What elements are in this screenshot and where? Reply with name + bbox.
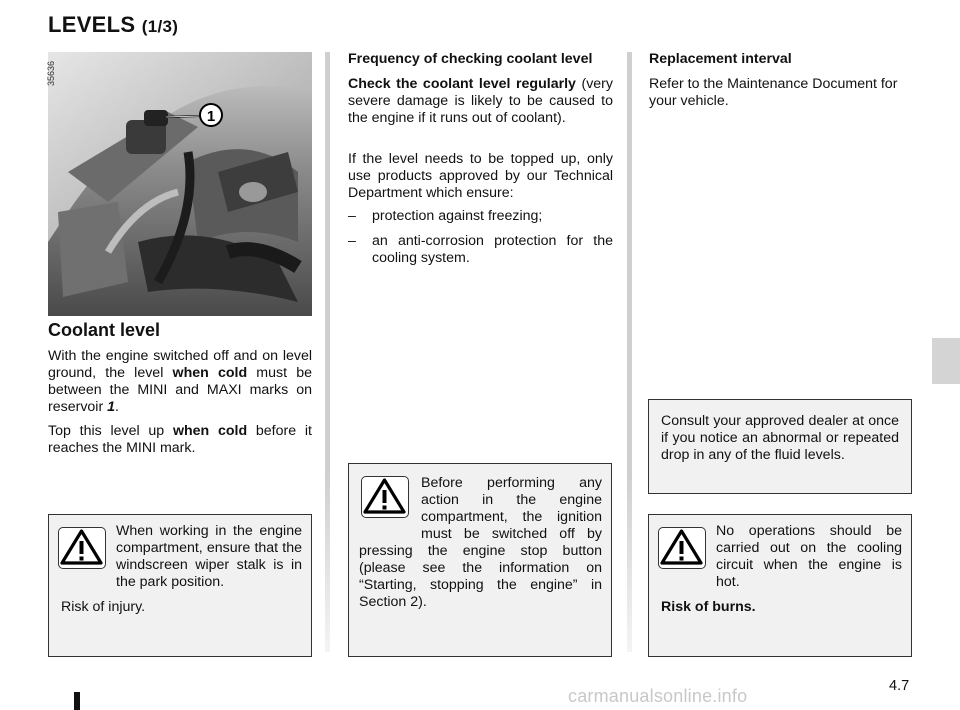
page-number: 4.7 — [889, 678, 910, 694]
heading-replacement-interval: Replacement interval — [649, 51, 792, 67]
coolant-paragraph-1: With the engine switched off and on level ground, the level when cold must be between the MINI and MAXI marks on reservoir 1. — [48, 348, 312, 415]
heading-checking-frequency: Frequency of checking coolant level — [348, 51, 593, 67]
list-item: – protection against freezing; — [348, 208, 613, 225]
frequency-paragraph-1: Check the coolant level regularly (very severe damage is likely to be caused to the engine if it runs out of coolant). — [348, 76, 613, 126]
frequency-paragraph-2: If the level needs to be topped up, only use products approved by our Technical Department which ensure: — [348, 151, 613, 201]
ignition-warning-text: Before performing any action in the engine compartment, the ignition must be switched off by pressing the engine stop button (please see the information on “Starting, stopping the engine” in Section 2). — [359, 475, 602, 610]
callout-1: 1 — [206, 108, 216, 125]
section-heading-coolant-level: Coolant level — [48, 320, 161, 340]
burns-warning-text: No operations should be carried out on the cooling circuit when the engine is hot. — [716, 523, 902, 590]
risk-of-injury-text: Risk of injury. — [61, 599, 146, 615]
corner-mark — [74, 692, 80, 710]
watermark: carmanualsonline.info — [568, 686, 748, 706]
dealer-note-text: Consult your approved dealer at once if you notice an abnormal or repeated drop in any of the fluid levels. — [661, 413, 899, 463]
replacement-text: Refer to the Maintenance Document for your vehicle. — [649, 76, 898, 109]
page-title: LEVELS (1/3) — [48, 12, 179, 37]
column-divider — [627, 52, 632, 652]
ignition-warning-box — [348, 463, 612, 657]
page-subtitle: (1/3) — [141, 17, 179, 36]
engine-compartment-figure — [48, 52, 312, 316]
dealer-note-box — [648, 399, 912, 494]
coolant-paragraph-2: Top this level up when cold before it reaches the MINI mark. — [48, 423, 312, 456]
list-item: – an anti-corrosion protection for the cooling system. — [348, 233, 613, 267]
chapter-tab — [932, 338, 960, 384]
protection-list — [348, 208, 613, 275]
column-divider — [325, 52, 330, 652]
wiper-warning-box — [48, 514, 312, 657]
warning-triangle-icon — [58, 527, 106, 569]
risk-of-burns-text: Risk of burns. — [661, 599, 756, 615]
burns-warning-box — [648, 514, 912, 657]
warning-triangle-icon — [658, 527, 706, 569]
figure-reference-number: 35636 — [46, 60, 56, 86]
wiper-warning-text: When working in the engine compartment, ensure that the windscreen wiper stalk is in the park position. — [116, 523, 302, 590]
